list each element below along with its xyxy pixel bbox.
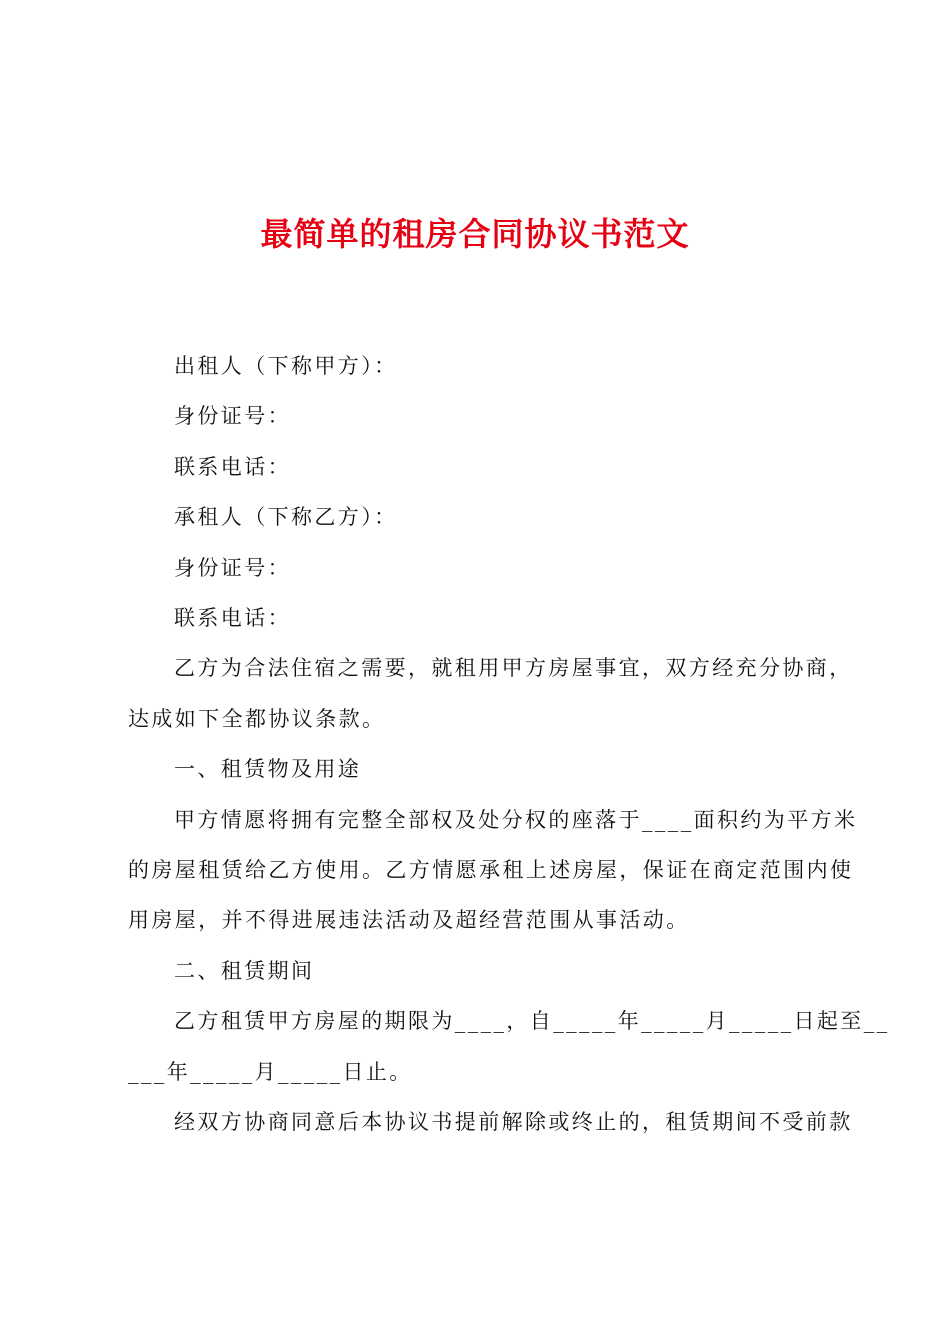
section-2-line-3: 经双方协商同意后本协议书提前解除或终止的，租赁期间不受前款 [174,1110,853,1135]
section-heading-2: 二、租赁期间 [174,958,315,983]
document-body [128,341,890,1148]
lessee-id-line: 身份证号： [174,555,291,580]
lessor-line: 出租人（下称甲方）： [174,354,398,378]
paragraph-intro-line-1: 乙方为合法住宿之需要，就租用甲方房屋事宜，双方经充分协商， [174,656,853,681]
lessee-phone-line: 联系电话： [174,606,291,631]
section-1-line-1: 甲方情愿将拥有完整全部权及处分权的座落于____面积约为平方米 [174,807,858,832]
section-heading-1: 一、租赁物及用途 [174,757,362,782]
section-1-line-3: 用房屋，并不得进展违法活动及超经营范围从事活动。 [128,908,690,933]
document-title: 最简单的租房合同协议书范文 [260,215,690,253]
lessor-phone-line: 联系电话： [174,454,291,479]
section-2-line-1: 乙方租赁甲方房屋的期限为____，自_____年_____月_____日起至__ [174,1009,890,1034]
section-2-line-2: ___年_____月_____日止。 [128,1059,413,1084]
section-1-line-2: 的房屋租赁给乙方使用。乙方情愿承租上述房屋，保证在商定范围内使 [128,858,854,883]
paragraph-intro-line-2: 达成如下全都协议条款。 [128,706,386,731]
lessor-id-line: 身份证号： [174,404,291,429]
lessee-line: 承租人（下称乙方）： [174,505,398,530]
